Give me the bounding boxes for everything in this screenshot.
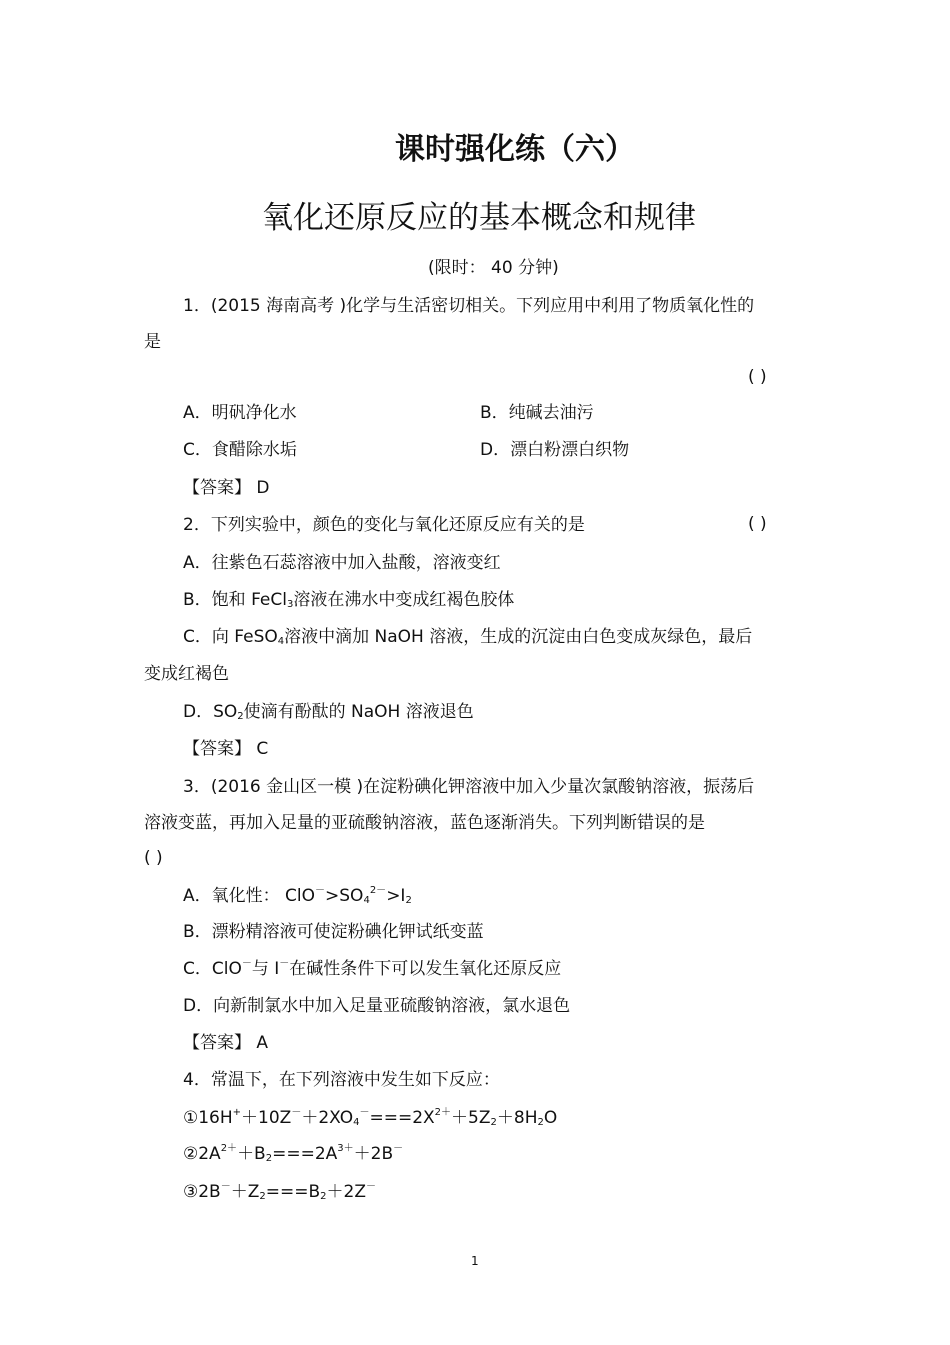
q3-option-a-text-2: >SO <box>325 886 364 906</box>
q3-answer: 【答案】 A <box>183 1033 269 1053</box>
subscript: 4 <box>363 895 370 906</box>
r3-part: ③2B <box>183 1182 221 1202</box>
r1-part: ＋5Z <box>451 1108 491 1128</box>
q4-reaction-1 <box>183 1106 557 1130</box>
q2-stem: 2．下列实验中，颜色的变化与氧化还原反应有关的是 <box>183 515 585 535</box>
q1-stem-cont: 是 <box>144 332 161 352</box>
q3-option-c-text-2: 与 I <box>251 959 280 979</box>
superscript: － <box>220 1181 231 1192</box>
q3-option-c <box>183 957 561 981</box>
superscript: 2＋ <box>220 1143 238 1154</box>
r2-part: ＋2B <box>353 1144 394 1164</box>
q2-option-d-text: D．SO <box>183 702 238 722</box>
q1-answer-paren: ( ) <box>748 367 767 387</box>
q2-option-c-cont: 变成红褐色 <box>144 664 229 684</box>
q3-stem: 3．(2016 金山区一模 )在淀粉碘化钾溶液中加入少量次氯酸钠溶液，振荡后 <box>183 777 755 797</box>
q3-option-c-text-3: 在碱性条件下可以发生氧化还原反应 <box>289 959 562 979</box>
q2-option-c-text-2: 溶液中滴加 NaOH 溶液，生成的沉淀由白色变成灰绿色，最后 <box>284 627 753 647</box>
superscript: + <box>232 1107 242 1118</box>
r2-part: ===2A <box>272 1144 338 1164</box>
page-number: 1 <box>471 1254 479 1268</box>
superscript: － <box>315 885 326 896</box>
subscript: 2 <box>237 711 244 722</box>
superscript: － <box>393 1143 404 1154</box>
q1-option-b: B．纯碱去油污 <box>480 403 594 423</box>
q4-reaction-2 <box>183 1142 403 1166</box>
subscript: 2 <box>405 895 412 906</box>
r3-part: ＋Z <box>230 1182 260 1202</box>
time-limit: (限时： 40 分钟) <box>428 258 559 278</box>
superscript: 3＋ <box>337 1143 354 1154</box>
q2-option-b-text-2: 溶液在沸水中变成红褐色胶体 <box>293 590 515 610</box>
q3-option-b: B．漂粉精溶液可使淀粉碘化钾试纸变蓝 <box>183 922 484 942</box>
q3-option-a <box>183 884 412 908</box>
r1-part: ===2X <box>369 1108 435 1128</box>
q1-answer: 【答案】 D <box>183 478 270 498</box>
q2-option-d-text-2: 使滴有酚酞的 NaOH 溶液退色 <box>243 702 474 722</box>
subscript: 2 <box>259 1191 266 1202</box>
subscript: 2 <box>320 1191 327 1202</box>
r2-part: ＋B <box>237 1144 266 1164</box>
superscript: － <box>291 1107 302 1118</box>
r3-part: ===B <box>265 1182 321 1202</box>
superscript: － <box>366 1181 376 1192</box>
q1-option-c: C．食醋除水垢 <box>183 440 297 460</box>
q3-option-d: D．向新制氯水中加入足量亚硫酸钠溶液，氯水退色 <box>183 996 571 1016</box>
q2-option-b-text: B．饱和 FeCl <box>183 590 287 610</box>
r1-part: ＋10Z <box>241 1108 292 1128</box>
superscript: 2＋ <box>434 1107 452 1118</box>
page-title: 课时强化练（六） <box>395 132 635 167</box>
q1-option-a: A．明矾净化水 <box>183 403 297 423</box>
r2-part: ②2A <box>183 1144 221 1164</box>
q1-stem: 1．(2015 海南高考 )化学与生活密切相关。下列应用中利用了物质氧化性的 <box>183 296 755 316</box>
r1-part: ①16H <box>183 1108 233 1128</box>
q2-answer: 【答案】 C <box>183 739 269 759</box>
q2-option-c-text: C．向 FeSO <box>183 627 278 647</box>
subscript: 2 <box>490 1117 497 1128</box>
r3-part: ＋2Z <box>326 1182 366 1202</box>
superscript: － <box>359 1107 370 1118</box>
subscript: 3 <box>286 599 294 610</box>
subscript: 2 <box>265 1153 273 1164</box>
q2-option-b <box>183 588 514 612</box>
q2-answer-paren: ( ) <box>748 514 767 534</box>
page-subtitle: 氧化还原反应的基本概念和规律 <box>262 200 696 236</box>
q4-reaction-3 <box>183 1180 376 1204</box>
q1-option-d: D．漂白粉漂白织物 <box>480 440 630 460</box>
r1-part: ＋8H <box>496 1108 538 1128</box>
q3-option-a-text-3: >I <box>386 886 406 906</box>
subscript: 4 <box>277 636 285 647</box>
subscript: 2 <box>537 1117 544 1128</box>
q3-stem-cont: 溶液变蓝，再加入足量的亚硫酸钠溶液，蓝色逐渐消失。下列判断错误的是 <box>144 813 705 833</box>
superscript: － <box>279 958 290 969</box>
q2-option-a: A．往紫色石蕊溶液中加入盐酸，溶液变红 <box>183 553 501 573</box>
q2-option-d <box>183 700 474 724</box>
q3-option-c-text: C．ClO <box>183 959 242 979</box>
subscript: 4 <box>353 1117 360 1128</box>
superscript: － <box>241 958 252 969</box>
r1-part: O <box>543 1108 558 1128</box>
q4-stem: 4．常温下，在下列溶液中发生如下反应： <box>183 1070 500 1090</box>
q3-answer-paren: ( ) <box>144 848 163 868</box>
superscript: 2－ <box>369 885 387 896</box>
q3-option-a-text: A．氧化性： ClO <box>183 886 316 906</box>
r1-part: ＋2XO <box>301 1108 354 1128</box>
q2-option-c <box>183 625 752 649</box>
